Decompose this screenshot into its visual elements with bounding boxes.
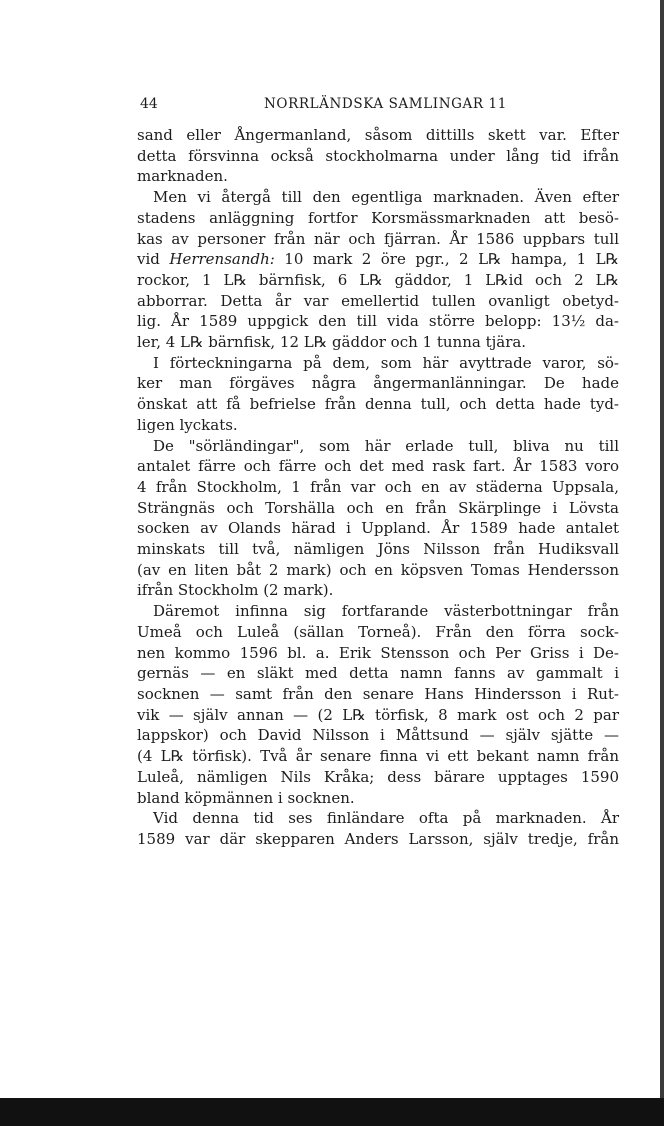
text-line: Men vi återgå till den egentliga marknaden. Även efter bbox=[153, 188, 619, 207]
text-line: 4 från Stockholm, 1 från var och en av städerna Uppsala, bbox=[137, 477, 619, 496]
text-line: lappskor) och David Nilsson i Måttsund — själv sjätte — bbox=[137, 726, 619, 745]
text-line: sand eller Ångermanland, såsom dittills skett var. Efter bbox=[137, 126, 619, 144]
text-line: lig. År 1589 uppgick den till vida större belopp: 13½ da- bbox=[137, 312, 619, 331]
text-line: 1589 var där skepparen Anders Larsson, själv tredje, från bbox=[137, 829, 619, 848]
text-line: I förteckningarna på dem, som här avyttrade varor, sö- bbox=[153, 353, 619, 372]
body-text bbox=[137, 125, 619, 850]
text-line bbox=[137, 249, 619, 270]
text-line: De "sörländingar", som här erlade tull, bliva nu till bbox=[153, 436, 619, 455]
text-line: (4 L℞ törfisk). Två år senare finna vi ett bekant namn från bbox=[137, 747, 619, 766]
text-line: rockor, 1 L℞ bärnfisk, 6 L℞ gäddor, 1 L℞id och 2 L℞ bbox=[137, 270, 619, 289]
page-number: 44 bbox=[140, 96, 158, 112]
text-line: socken av Olands härad i Uppland. År 1589 hade antalet bbox=[137, 519, 619, 538]
text-line: ler, 4 L℞ bärnfisk, 12 L℞ gäddor och 1 tunna tjära. bbox=[137, 333, 527, 352]
text-line: nen kommo 1596 bl. a. Erik Stensson och Per Griss i De- bbox=[137, 643, 619, 662]
scan-right-edge bbox=[660, 0, 664, 1126]
text-line: marknaden. bbox=[137, 167, 228, 186]
text-line: minskats till två, nämligen Jöns Nilsson från Hudiksvall bbox=[137, 540, 619, 559]
text-line: önskat att få befrielse från denna tull, och detta hade tyd- bbox=[137, 395, 619, 414]
text-line: detta försvinna också stockholmarna under lång tid ifrån bbox=[137, 146, 619, 165]
text-line: gernäs — en släkt med detta namn fanns av gammalt i bbox=[137, 664, 619, 683]
text-segment: 10 mark 2 öre pgr., 2 L℞ hampa, 1 L℞ bbox=[274, 250, 619, 269]
text-line: bland köpmännen i socknen. bbox=[137, 788, 355, 807]
text-line: abborrar. Detta år var emellertid tullen ovanligt obetyd- bbox=[137, 291, 619, 310]
text-line: stadens anläggning fortfor Korsmässmarknaden att besö- bbox=[137, 208, 619, 227]
text-line: ker man förgäves några ångermanlänningar. De hade bbox=[137, 374, 619, 393]
text-line: ifrån Stockholm (2 mark). bbox=[137, 581, 334, 600]
running-title: NORRLÄNDSKA SAMLINGAR 11 bbox=[264, 96, 507, 112]
text-line: Vid denna tid ses finländare ofta på marknaden. År bbox=[153, 809, 619, 828]
text-line: socknen — samt från den senare Hans Hindersson i Rut- bbox=[137, 684, 619, 703]
page-header bbox=[140, 96, 620, 116]
text-line: vik — själv annan — (2 L℞ törfisk, 8 mark ost och 2 par bbox=[137, 705, 619, 724]
text-line: Strängnäs och Torshälla och en från Skärplinge i Lövsta bbox=[137, 498, 619, 517]
text-line: kas av personer från när och fjärran. År 1586 uppbars tull bbox=[137, 229, 619, 248]
text-segment: vid bbox=[137, 250, 170, 269]
scan-bottom-band bbox=[0, 1098, 664, 1126]
place-name-italic: Herrensandh: bbox=[169, 250, 275, 269]
text-line: Luleå, nämligen Nils Kråka; dess bärare upptages 1590 bbox=[137, 767, 619, 786]
text-line: Däremot infinna sig fortfarande västerbottningar från bbox=[153, 602, 619, 621]
text-line: Umeå och Luleå (sällan Torneå). Från den förra sock- bbox=[137, 622, 619, 641]
text-line: antalet färre och färre och det med rask fart. År 1583 voro bbox=[137, 457, 619, 476]
text-line: (av en liten båt 2 mark) och en köpsven Tomas Hendersson bbox=[137, 560, 619, 579]
text-line: ligen lyckats. bbox=[137, 415, 238, 434]
